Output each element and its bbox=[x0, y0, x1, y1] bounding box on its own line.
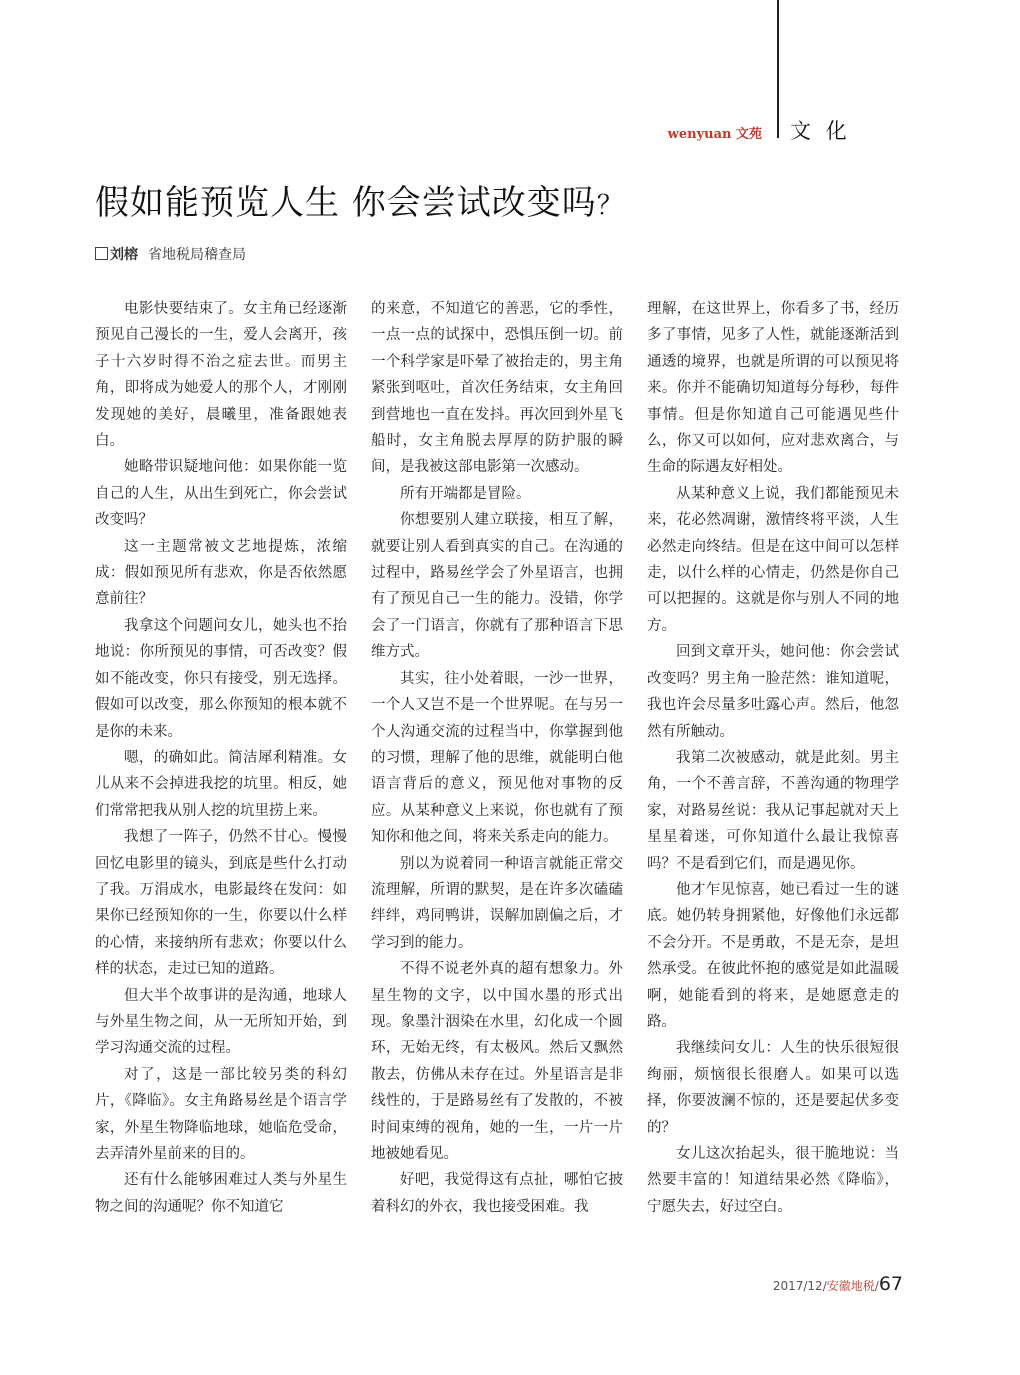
paragraph: 对了，这是一部比较另类的科幻片，《降临》。女主角路易丝是个语言学家，外星生物降临地球，她临危受命，去弄清外星前来的目的。 bbox=[95, 1066, 347, 1162]
article-column-2 bbox=[371, 296, 623, 1220]
article-title-mark: ？ bbox=[596, 191, 624, 221]
article-column-3 bbox=[647, 296, 899, 1220]
section-title: 文 化 bbox=[790, 119, 851, 143]
footer-magazine: 安徽地税 bbox=[826, 1279, 875, 1293]
page-number: 67 bbox=[878, 1273, 903, 1295]
byline bbox=[95, 244, 246, 264]
page-footer bbox=[773, 1273, 903, 1295]
paragraph: 我继续问女儿：人生的快乐很短很绚丽，烦恼很长很磨人。如果可以选择，你要波澜不惊的，还是要起伏多变的？ bbox=[647, 1040, 899, 1136]
paragraph: 我想了一阵子，仍然不甘心。慢慢回忆电影里的镜头，到底是些什么打动了我。万涓成水，电影最终在发问：如果你已经预知你的一生，你要以什么样的心情，来接纳所有悲欢；你要以什么样的状态，走过已知的道路。 bbox=[95, 829, 347, 978]
footer-issue: 2017/12/ bbox=[772, 1279, 827, 1293]
byline-author: 刘榕 bbox=[110, 247, 138, 263]
paragraph: 女儿这次抬起头，很干脆地说：当然要丰富的！知道结果必然《降临》，宁愿失去，好过空白。 bbox=[647, 1146, 899, 1215]
paragraph: 不得不说老外真的超有想象力。外星生物的文字，以中国水墨的形式出现。象墨汁洇染在水里，幻化成一个圆环，无始无终，有太极风。然后又飘然散去，仿佛从未存在过。外星语言是非线性的，于是路易丝有了发散的，不被时间束缚的视角，她的一生，一片一片地被她看见。 bbox=[371, 961, 623, 1162]
header-divider-line bbox=[777, 0, 779, 138]
paragraph: 所有开端都是冒险。 bbox=[400, 485, 531, 502]
paragraph: 从某种意义上说，我们都能预见未来，花必然凋谢，激情终将平淡，人生必然走向终结。但是在这中间可以怎样走，以什么样的心情走，仍然是你自己可以把握的。这就是你与别人不同的地方。 bbox=[647, 485, 899, 634]
paragraph: 我第二次被感动，就是此刻。男主角，一个不善言辞，不善沟通的物理学家，对路易丝说：我从记事起就对天上星星着迷，可你知道什么最让我惊喜吗？不是看到它们，而是遇见你。 bbox=[647, 749, 899, 872]
article-title bbox=[95, 175, 624, 224]
paragraph: 的来意，不知道它的善恶，它的季性，一点一点的试探中，恐惧压倒一切。前一个科学家是吓晕了被抬走的，男主角紧张到呕吐，首次任务结束，女主角回到营地也一直在发抖。再次回到外星飞船时，女主角脱去厚厚的防护服的瞬间，是我被这部电影第一次感动。 bbox=[371, 301, 623, 476]
byline-org: 省地税局稽查局 bbox=[148, 247, 246, 263]
paragraph: 其实，往小处着眼，一沙一世界，一个人又岂不是一个世界呢。在与另一个人沟通交流的过程当中，你掌握到他的习惯，理解了他的思维，就能明白他语言背后的意义，预见他对事物的反应。从某种意义上来说，你也就有了预知你和他之间，将来关系走向的能力。 bbox=[371, 670, 623, 846]
paragraph: 别以为说着同一种语言就能正常交流理解，所谓的默契，是在许多次磕磕绊绊，鸡同鸭讲，误解加剧偏之后，才学习到的能力。 bbox=[371, 855, 623, 951]
article-column-1 bbox=[95, 296, 347, 1220]
paragraph: 你想要别人建立联接，相互了解，就要让别人看到真实的自己。在沟通的过程中，路易丝学会了外星语言，也拥有了预见自己一生的能力。没错，你学会了一门语言，你就有了那种语言下思维方式。 bbox=[371, 512, 623, 661]
paragraph: 嗯，的确如此。简洁犀利精准。女儿从来不会掉进我挖的坑里。相反，她们常常把我从别人挖的坑里捞上来。 bbox=[95, 749, 347, 819]
paragraph: 我拿这个问题问女儿，她头也不抬地说：你所预见的事情，可否改变？假如不能改变，你只有接受，别无选择。假如可以改变，那么你预知的根本就不是你的未来。 bbox=[95, 617, 347, 740]
paragraph: 他才乍见惊喜，她已看过一生的谜底。她仍转身拥紧他，好像他们永远都不会分开。不是勇敢，不是无奈，是坦然承受。在彼此怀抱的感觉是如此温暖啊，她能看到的将来，是她愿意走的路。 bbox=[647, 881, 899, 1030]
paragraph: 但大半个故事讲的是沟通，地球人与外星生物之间，从一无所知开始，到学习沟通交流的过程。 bbox=[95, 987, 347, 1057]
section-label bbox=[668, 123, 762, 142]
section-label-cn: 文苑 bbox=[735, 127, 762, 142]
paragraph: 好吧，我觉得这有点扯，哪怕它披着科幻的外衣，我也接受困难。我 bbox=[371, 1172, 623, 1215]
footer-separator: / bbox=[874, 1279, 879, 1293]
paragraph: 电影快要结束了。女主角已经逐渐预见自己漫长的一生，爱人会离开，孩子十六岁时得不治之症去世。而男主角，即将成为她爱人的那个人，才刚刚发现她的美好，晨曦里，准备跟她表白。 bbox=[95, 301, 347, 450]
paragraph: 理解，在这世界上，你看多了书，经历多了事情，见多了人性，就能逐渐活到通透的境界，也就是所谓的可以预见将来。你并不能确切知道每分每秒，每件事情。但是你知道自己可能遇见些什么，你又可以如何，应对悲欢离合，与生命的际遇友好相处。 bbox=[647, 301, 899, 476]
paragraph: 回到文章开头，她问他：你会尝试改变吗？男主角一脸茫然：谁知道呢，我也许会尽量多吐露心声。然后，他忽然有所触动。 bbox=[647, 644, 899, 740]
paragraph: 这一主题常被文艺地提炼，浓缩成：假如预见所有悲欢，你是否依然愿意前往？ bbox=[95, 538, 347, 608]
paragraph: 她略带识疑地问他：如果你能一览自己的人生，从出生到死亡，你会尝试改变吗？ bbox=[95, 459, 347, 529]
article-title-text: 假如能预览人生 你会尝试改变吗 bbox=[95, 183, 597, 223]
paragraph: 还有什么能够困难过人类与外星生物之间的沟通呢？你不知道它 bbox=[95, 1172, 347, 1215]
section-label-en: wenyuan bbox=[667, 127, 732, 142]
byline-box-icon bbox=[95, 247, 108, 260]
